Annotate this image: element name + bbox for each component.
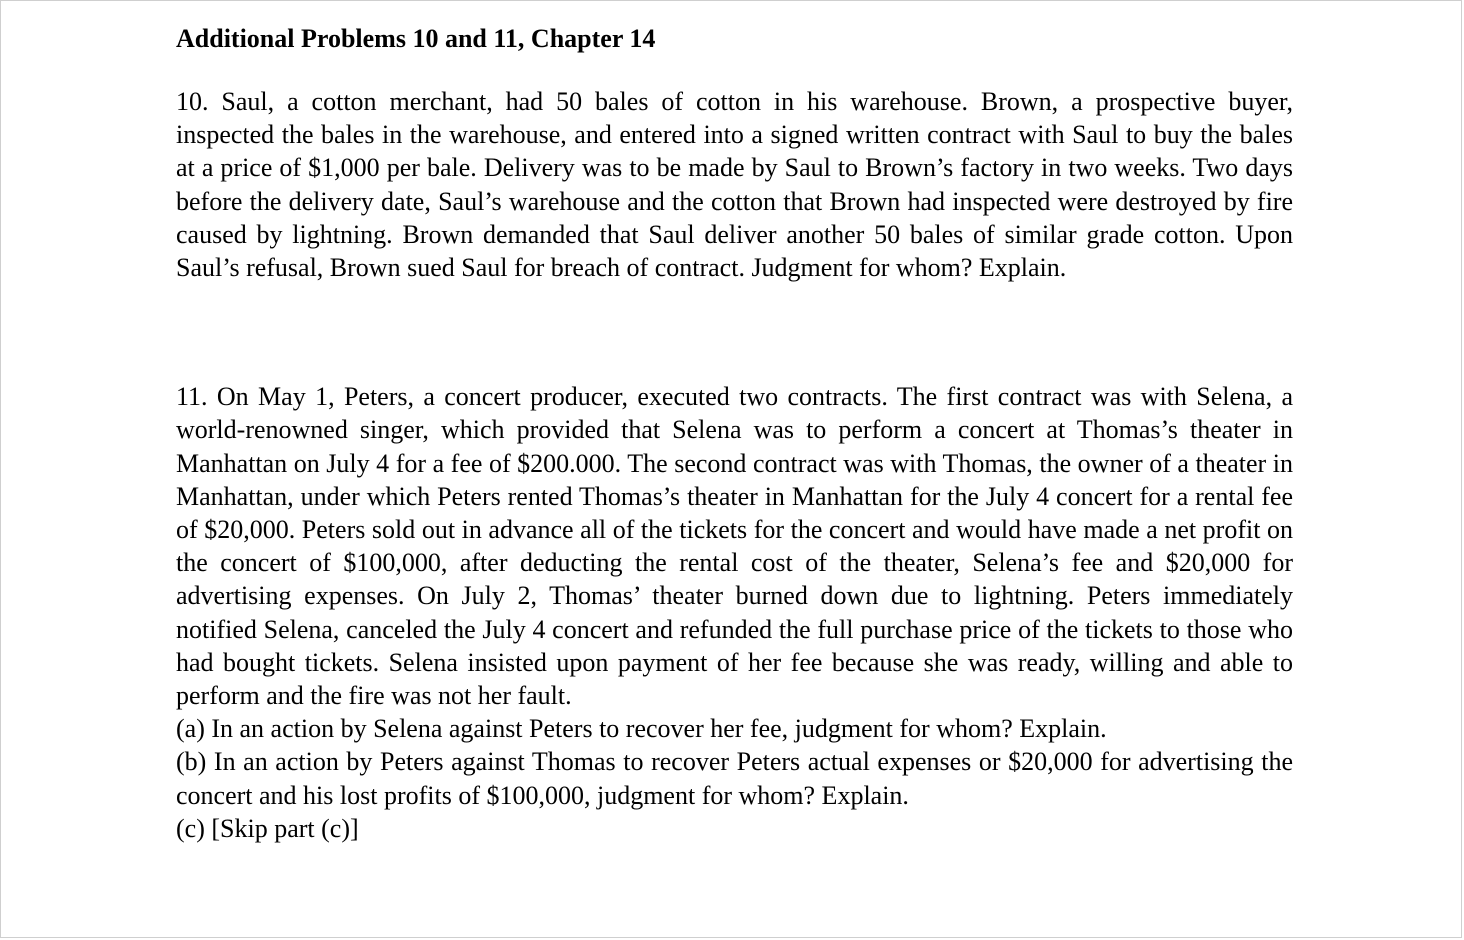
problem-10-text: 10. Saul, a cotton merchant, had 50 bales of cotton in his warehouse. Brown, a prospective buyer, inspected the bales in the warehouse, and entered into a signed written contract with Saul to buy the bales at a price of $1,000 per bale. Delivery was to be made by Saul to Brown’s factory in two weeks. Two days before the delivery date, Saul’s warehouse and the cotton that Brown had inspected were destroyed by fire caused by lightning. Brown demanded that Saul deliver another 50 bales of similar grade cotton. Upon Saul’s refusal, Brown sued Saul for breach of contract. Judgment for whom? Explain.: [176, 87, 1293, 283]
problem-11-part-c: (c) [Skip part (c)]: [176, 813, 359, 843]
problem-11-part-a: (a) In an action by Selena against Peters to recover her fee, judgment for whom? Explain.: [176, 714, 1107, 744]
document-title: Additional Problems 10 and 11, Chapter 14: [176, 24, 656, 53]
problem-11-text: 11. On May 1, Peters, a concert producer, executed two contracts. The first contract was with Selena, a world-renowned singer, which provided that Selena was to perform a concert at Thomas’s theater in Manhattan on July 4 for a fee of $200.000. The second contract was with Thomas, the owner of a theater in Manhattan, under which Peters rented Thomas’s theater in Manhattan for the July 4 concert for a rental fee of $20,000. Peters sold out in advance all of the tickets for the concert and would have made a net profit on the concert of $100,000, after deducting the rental cost of the theater, Selena’s fee and $20,000 for advertising expenses. On July 2, Thomas’ theater burned down due to lightning. Peters immediately notified Selena, canceled the July 4 concert and refunded the full purchase price of the tickets to those who had bought tickets. Selena insisted upon payment of her fee because she was ready, willing and able to perform and the fire was not her fault.: [176, 382, 1293, 711]
problem-11-part-b: (b) In an action by Peters against Thomas to recover Peters actual expenses or $20,000 for advertising the concert and his lost profits of $100,000, judgment for whom? Explain.: [176, 747, 1293, 810]
document-body: [176, 21, 1293, 845]
